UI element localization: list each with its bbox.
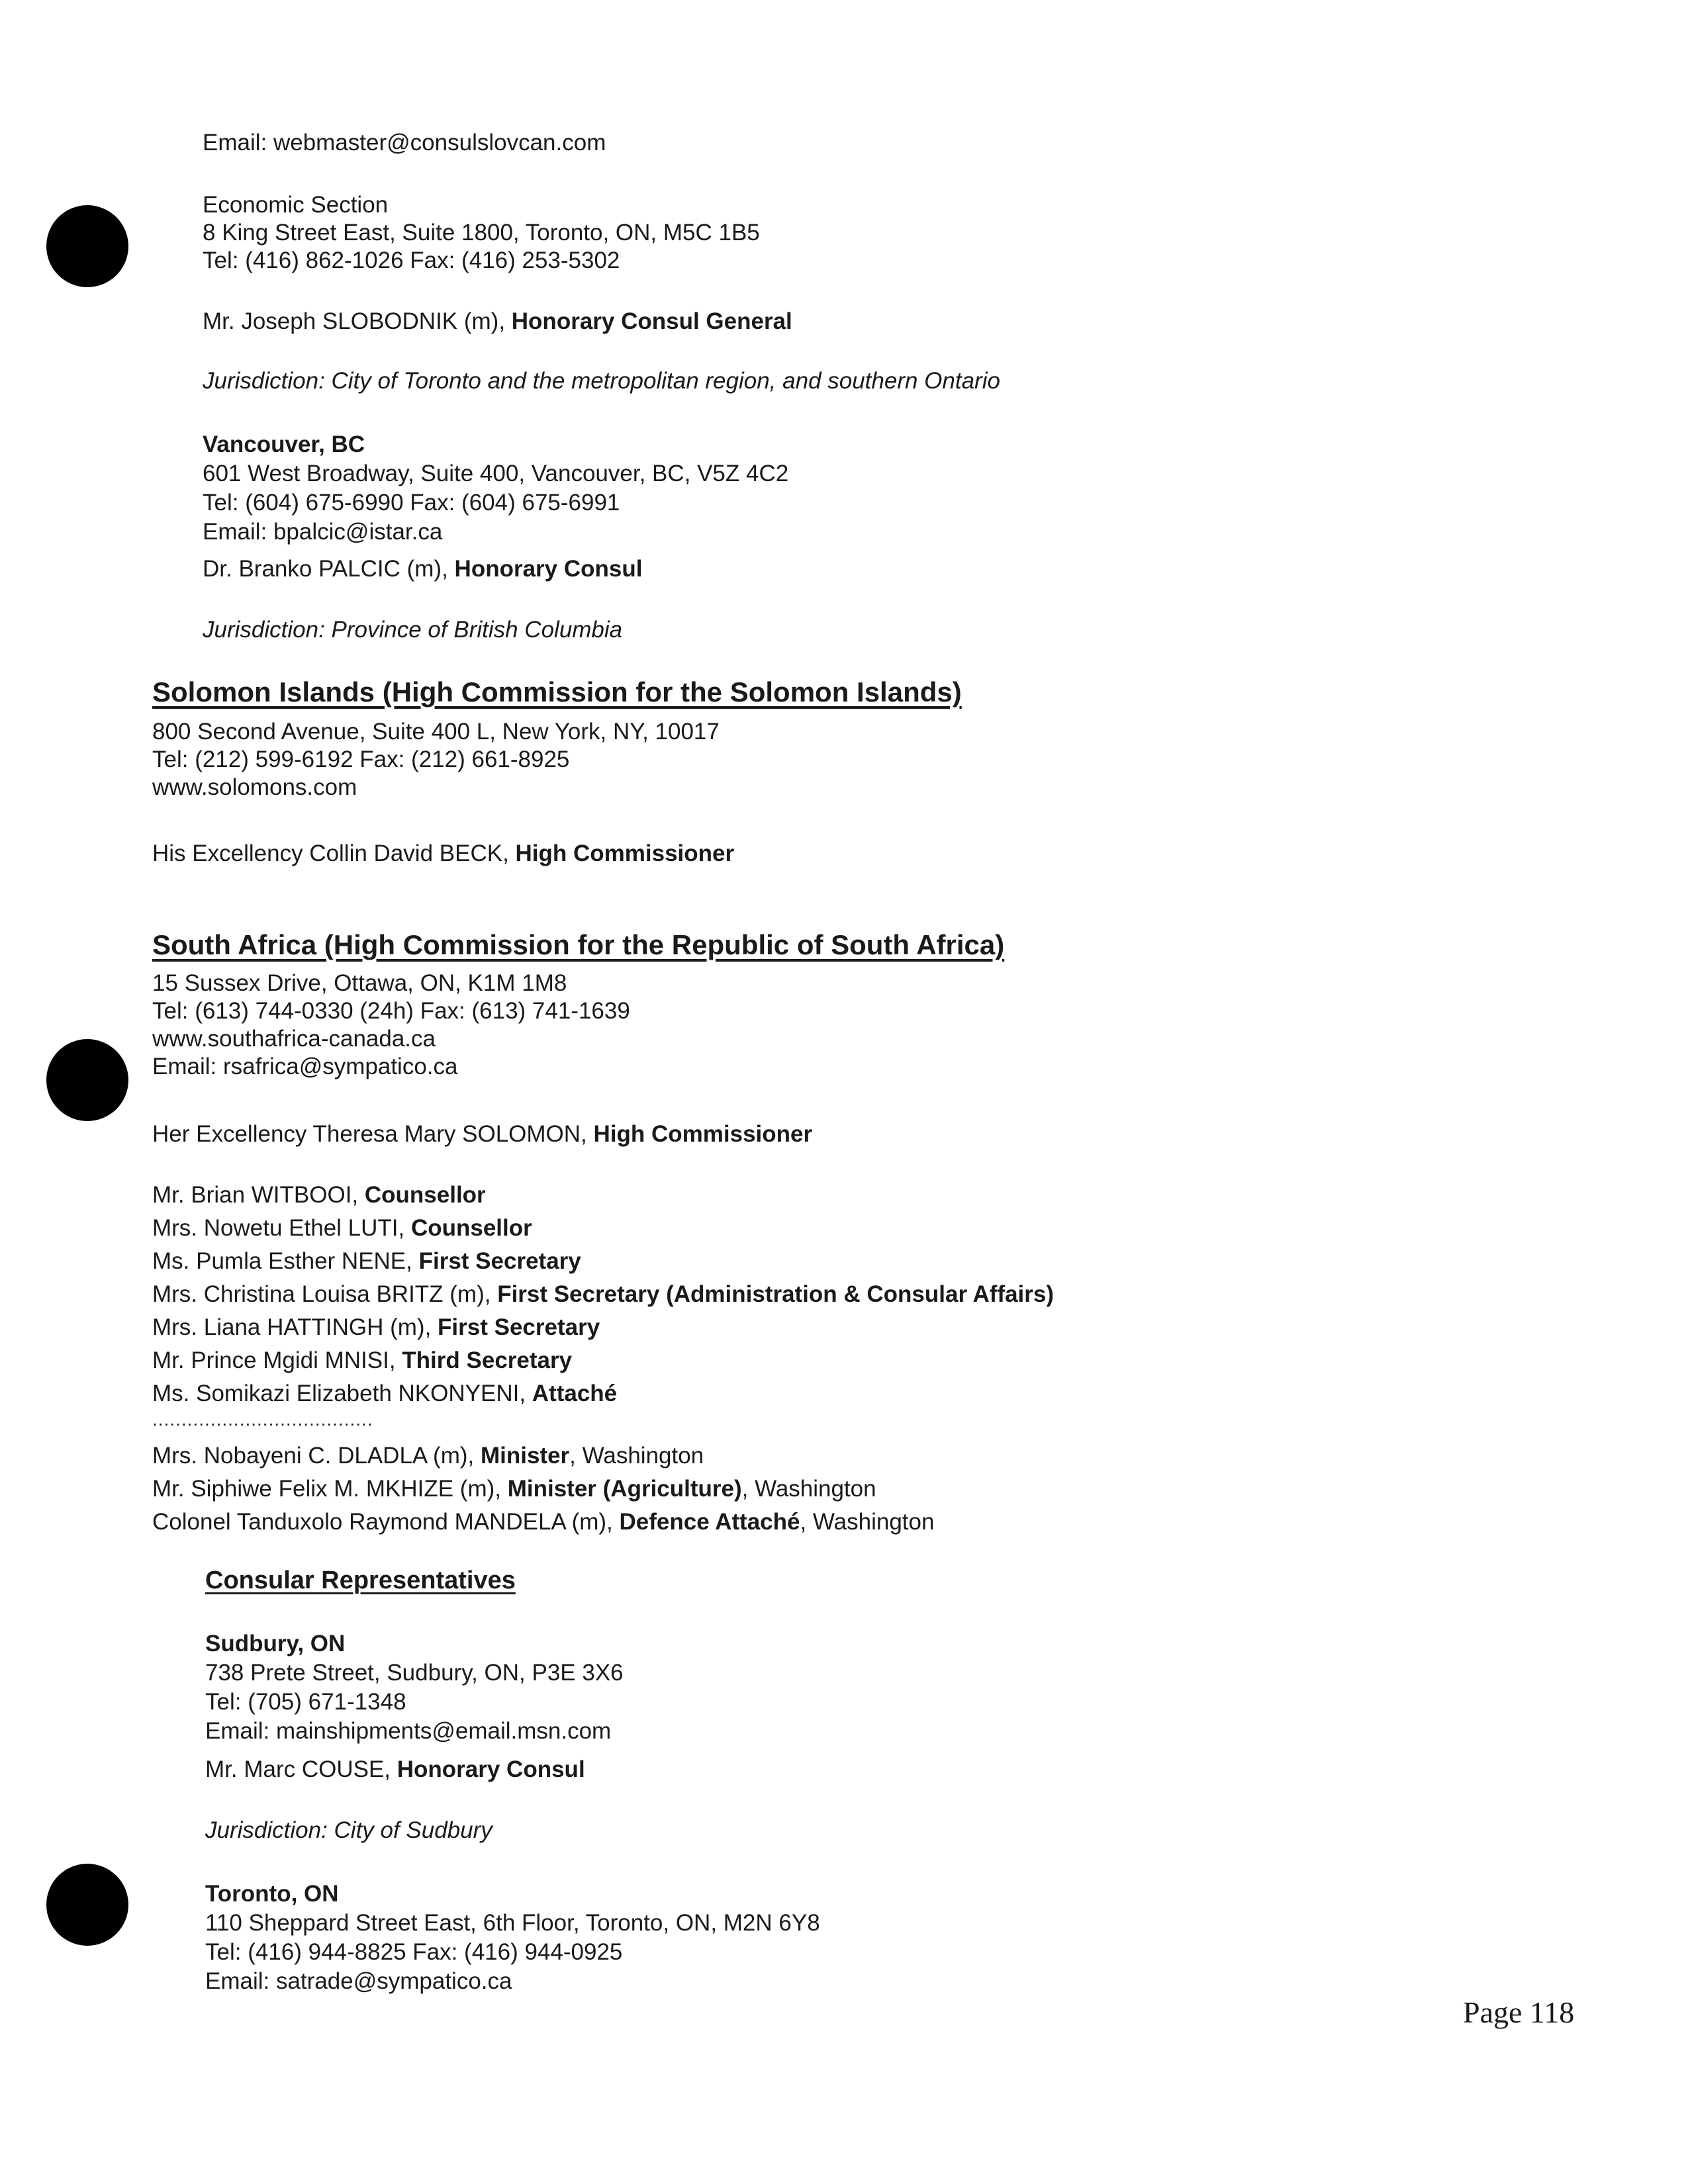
person-title: Minister (Agriculture) — [507, 1476, 742, 1502]
person-title: Counsellor — [410, 1215, 532, 1241]
dotted-separator: ...................................... — [152, 1409, 373, 1430]
palcic-entry — [203, 556, 642, 582]
person-name: Mrs. Christina Louisa BRITZ (m), — [152, 1281, 498, 1307]
jurisdiction-label: Jurisdiction: — [203, 368, 325, 394]
person-name: Mr. Prince Mgidi MNISI, — [152, 1347, 402, 1373]
person-name: Mr. Siphiwe Felix M. MKHIZE (m), — [152, 1476, 508, 1502]
beck-entry — [152, 841, 734, 867]
staff-row — [152, 1381, 617, 1407]
punch-hole-middle — [46, 1039, 128, 1121]
person-name: Mr. Joseph SLOBODNIK (m), — [203, 308, 512, 334]
toronto-address: 110 Sheppard Street East, 6th Floor, Toronto, ON, M2N 6Y8 — [205, 1910, 820, 1936]
staff-row — [152, 1347, 572, 1374]
person-name: Mrs. Nobayeni C. DLADLA (m), — [152, 1443, 481, 1469]
sudbury-email: Email: mainshipments@email.msn.com — [205, 1718, 612, 1744]
person-name: Colonel Tanduxolo Raymond MANDELA (m), — [152, 1509, 620, 1535]
punch-hole-bottom — [46, 1864, 128, 1946]
washington-row — [152, 1509, 934, 1535]
vancouver-tel: Tel: (604) 675-6990 Fax: (604) 675-6991 — [203, 490, 620, 516]
vancouver-email: Email: bpalcic@istar.ca — [203, 519, 443, 545]
person-location: , Washington — [741, 1476, 876, 1502]
person-name: Ms. Somikazi Elizabeth NKONYENI, — [152, 1381, 532, 1406]
person-title: Honorary Consul General — [511, 308, 792, 334]
person-title: First Secretary — [438, 1314, 600, 1340]
vancouver-address: 601 West Broadway, Suite 400, Vancouver, BC, V5Z 4C2 — [203, 461, 789, 486]
punch-hole-top — [46, 205, 128, 287]
solomon-tel: Tel: (212) 599-6192 Fax: (212) 661-8925 — [152, 747, 570, 772]
person-title: First Secretary (Administration & Consular Affairs) — [497, 1281, 1055, 1307]
person-title: Defence Attaché — [619, 1509, 800, 1535]
person-title: Attaché — [532, 1381, 618, 1406]
sudbury-city: Sudbury, ON — [205, 1631, 346, 1657]
south-africa-tel: Tel: (613) 744-0330 (24h) Fax: (613) 741-1639 — [152, 998, 630, 1024]
south-africa-address: 15 Sussex Drive, Ottawa, ON, K1M 1M8 — [152, 970, 567, 996]
sudbury-jurisdiction — [205, 1817, 492, 1844]
south-africa-heading: South Africa (High Commission for the Republic of South Africa) — [152, 929, 1005, 960]
toronto-jurisdiction — [203, 368, 1000, 394]
person-title: High Commissioner — [593, 1121, 813, 1147]
south-africa-email: Email: rsafrica@sympatico.ca — [152, 1054, 458, 1079]
jurisdiction-label: Jurisdiction: — [205, 1817, 328, 1843]
vancouver-city: Vancouver, BC — [203, 432, 365, 457]
jurisdiction-text: City of Toronto and the metropolitan region, and southern Ontario — [324, 368, 1000, 394]
economic-section-address: 8 King Street East, Suite 1800, Toronto, ON, M5C 1B5 — [203, 220, 760, 246]
toronto-tel: Tel: (416) 944-8825 Fax: (416) 944-0925 — [205, 1939, 623, 1965]
south-africa-website: www.southafrica-canada.ca — [152, 1026, 436, 1052]
solomon-address: 800 Second Avenue, Suite 400 L, New York, NY, 10017 — [152, 719, 720, 745]
person-name: His Excellency Collin David BECK, — [152, 841, 516, 866]
jurisdiction-text: Province of British Columbia — [324, 617, 623, 643]
slobodnik-entry — [203, 308, 792, 335]
jurisdiction-text: City of Sudbury — [327, 1817, 492, 1843]
person-name: Mr. Marc COUSE, — [205, 1756, 397, 1782]
person-title: Honorary Consul — [454, 556, 643, 582]
person-title: Counsellor — [364, 1182, 486, 1208]
person-name: Mrs. Liana HATTINGH (m), — [152, 1314, 438, 1340]
person-title: Minister — [480, 1443, 570, 1469]
economic-section-title: Economic Section — [203, 192, 389, 218]
person-name: Dr. Branko PALCIC (m), — [203, 556, 455, 582]
consular-representatives-heading: Consular Representatives — [205, 1567, 516, 1594]
page-number: Page 118 — [1463, 1995, 1575, 2029]
staff-row — [152, 1215, 532, 1242]
solomon-islands-heading: Solomon Islands (High Commission for the Solomon Islands) — [152, 676, 962, 707]
solomon-website: www.solomons.com — [152, 774, 357, 800]
solomon-hc-entry — [152, 1121, 812, 1148]
toronto-city: Toronto, ON — [205, 1881, 339, 1907]
person-title: Third Secretary — [402, 1347, 573, 1373]
staff-row — [152, 1182, 486, 1208]
person-title: High Commissioner — [515, 841, 735, 866]
person-location: , Washington — [569, 1443, 704, 1469]
toronto-email: Email: satrade@sympatico.ca — [205, 1968, 512, 1994]
washington-row — [152, 1443, 704, 1469]
sudbury-tel: Tel: (705) 671-1348 — [205, 1689, 406, 1715]
person-name: Her Excellency Theresa Mary SOLOMON, — [152, 1121, 594, 1147]
staff-row — [152, 1248, 581, 1275]
sudbury-address: 738 Prete Street, Sudbury, ON, P3E 3X6 — [205, 1660, 624, 1686]
person-title: First Secretary — [418, 1248, 581, 1274]
jurisdiction-label: Jurisdiction: — [203, 617, 325, 643]
economic-section-tel: Tel: (416) 862-1026 Fax: (416) 253-5302 — [203, 248, 620, 273]
person-name: Mrs. Nowetu Ethel LUTI, — [152, 1215, 411, 1241]
person-location: , Washington — [800, 1509, 935, 1535]
staff-row — [152, 1314, 600, 1341]
consulate-email: Email: webmaster@consulslovcan.com — [203, 130, 606, 156]
vancouver-jurisdiction — [203, 617, 622, 643]
person-title: Honorary Consul — [397, 1756, 585, 1782]
couse-entry — [205, 1756, 585, 1783]
person-name: Mr. Brian WITBOOI, — [152, 1182, 365, 1208]
staff-row — [152, 1281, 1054, 1308]
person-name: Ms. Pumla Esther NENE, — [152, 1248, 419, 1274]
washington-row — [152, 1476, 876, 1502]
